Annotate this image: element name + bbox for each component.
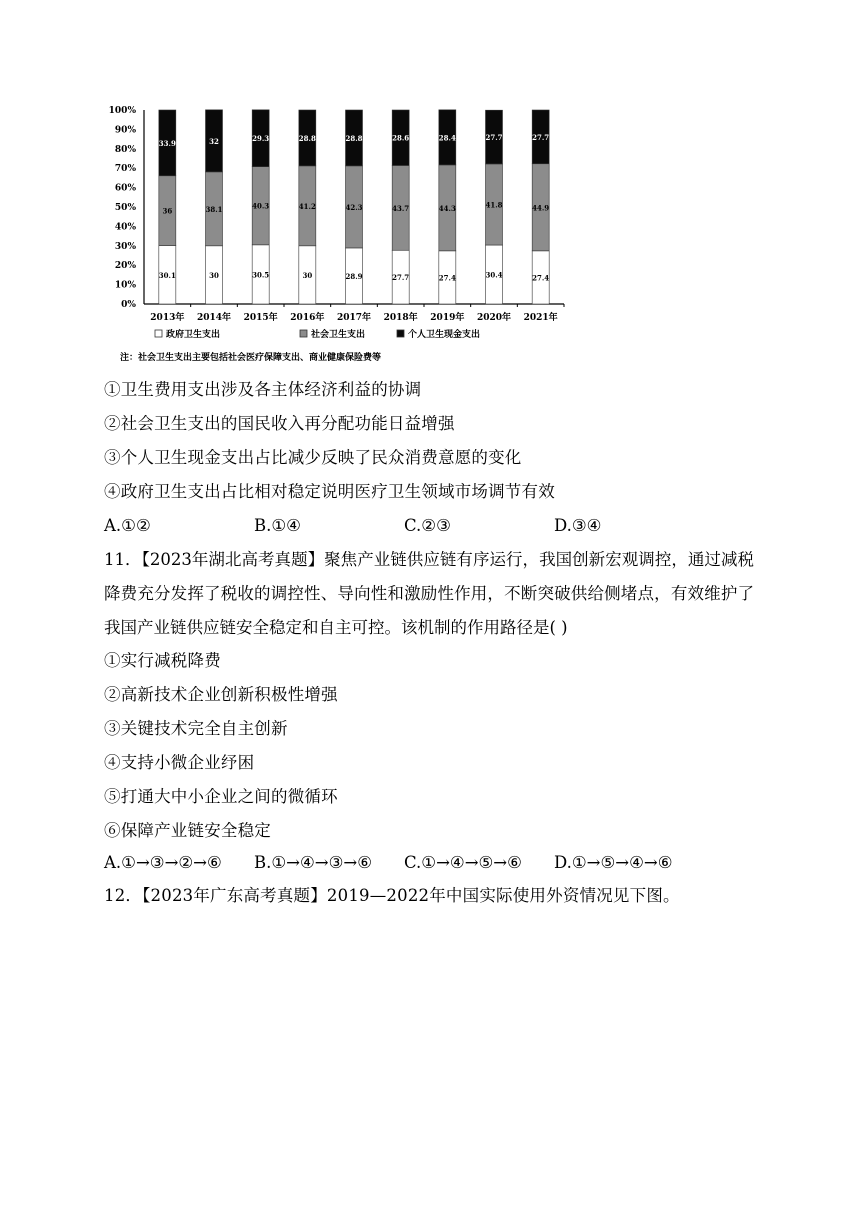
q11-option-b: B.①→④→③→⑥ xyxy=(254,853,373,872)
data-label: 28.8 xyxy=(298,133,316,143)
y-tick-label: 50% xyxy=(114,203,136,213)
q11-option-a: A.①→③→②→⑥ xyxy=(104,853,222,872)
legend-swatch xyxy=(397,330,404,337)
y-tick-label: 40% xyxy=(114,222,136,233)
data-label: 43.7 xyxy=(392,203,410,213)
data-label: 28.4 xyxy=(438,133,456,143)
q11-statement-3: ③关键技术完全自主创新 xyxy=(104,719,288,738)
data-label: 30.4 xyxy=(485,270,503,280)
y-tick-label: 0% xyxy=(121,300,136,310)
q11-statement-2: ②高新技术企业创新积极性增强 xyxy=(104,685,338,704)
q11-option-d: D.①→⑤→④→⑥ xyxy=(554,853,673,872)
data-label: 41.2 xyxy=(298,201,316,211)
legend-label: 社会卫生支出 xyxy=(311,330,366,340)
data-label: 30.1 xyxy=(158,270,176,280)
data-label: 33.9 xyxy=(158,138,176,148)
data-label: 27.4 xyxy=(532,273,550,283)
q11-statement-5: ⑤打通大中小企业之间的微循环 xyxy=(104,787,338,806)
q10-option-d: D.③④ xyxy=(554,516,602,535)
x-tick-label: 2020年 xyxy=(476,313,512,323)
y-tick-label: 30% xyxy=(114,241,136,252)
x-tick-label: 2017年 xyxy=(336,313,372,323)
data-label: 38.1 xyxy=(205,204,223,214)
q10-statement-3: ③个人卫生现金支出占比减少反映了民众消费意愿的变化 xyxy=(104,448,522,467)
x-tick-label: 2021年 xyxy=(523,313,558,323)
q11-option-c: C.①→④→⑤→⑥ xyxy=(404,853,522,872)
data-label: 42.3 xyxy=(345,202,363,212)
data-label: 27.7 xyxy=(392,273,410,283)
x-tick-label: 2015年 xyxy=(243,313,278,323)
x-tick-label: 2014年 xyxy=(196,313,232,323)
legend-label: 个人卫生现金支出 xyxy=(408,330,481,340)
x-tick-label: 2016年 xyxy=(290,313,325,323)
y-tick-label: 20% xyxy=(114,261,136,272)
data-label: 32 xyxy=(209,136,219,146)
data-label: 44.3 xyxy=(438,203,456,213)
q10-statement-4: ④政府卫生支出占比相对稳定说明医疗卫生领域市场调节有效 xyxy=(104,482,555,501)
data-label: 41.8 xyxy=(485,200,503,210)
x-tick-label: 2013年 xyxy=(150,313,185,323)
x-tick-label: 2019年 xyxy=(430,313,465,323)
q11-statement-1: ①实行减税降费 xyxy=(104,651,221,670)
data-label: 27.7 xyxy=(532,132,550,142)
q10-statement-1: ①卫生费用支出涉及各主体经济利益的协调 xyxy=(104,380,422,399)
y-tick-label: 100% xyxy=(108,106,136,116)
data-label: 29.3 xyxy=(252,134,270,144)
data-label: 28.8 xyxy=(345,133,363,143)
data-label: 30.5 xyxy=(252,270,270,280)
data-label: 44.9 xyxy=(532,203,550,213)
q11-statement-6: ⑥保障产业链安全稳定 xyxy=(104,821,271,840)
q11-stem: 11．【2023年湖北高考真题】聚焦产业链供应链有序运行，我国创新宏观调控，通过减税降费充分发挥了税收的调控性、导向性和激励性作用，不断突破供给侧堵点，有效维护了我国产业链供应链安全稳定和自主可控。该机制的作用路径是( ) xyxy=(104,550,754,637)
y-tick-label: 60% xyxy=(114,183,136,194)
legend-swatch xyxy=(300,330,307,337)
q10-option-c: C.②③ xyxy=(404,516,451,535)
x-tick-label: 2018年 xyxy=(383,313,418,323)
q12-stem: 12．【2023年广东高考真题】2019—2022年中国实际使用外资情况见下图。 xyxy=(104,886,680,905)
stacked-bar-chart xyxy=(100,98,570,373)
data-label: 27.7 xyxy=(485,133,503,143)
q10-option-a: A.①② xyxy=(104,516,151,535)
legend-label: 政府卫生支出 xyxy=(166,330,221,340)
chart-note: 注：社会卫生支出主要包括社会医疗保障支出、商业健康保险费等 xyxy=(120,353,382,363)
data-label: 28.6 xyxy=(392,133,410,143)
data-label: 28.9 xyxy=(345,271,363,281)
y-tick-label: 10% xyxy=(114,280,136,291)
q10-option-b: B.①④ xyxy=(254,516,301,535)
data-label: 30 xyxy=(209,270,219,280)
data-label: 27.4 xyxy=(438,273,456,283)
data-label: 30 xyxy=(302,270,313,280)
y-tick-label: 80% xyxy=(114,144,136,155)
y-tick-label: 90% xyxy=(114,125,136,136)
data-label: 40.3 xyxy=(252,201,270,211)
q11-statement-4: ④支持小微企业纾困 xyxy=(104,753,255,772)
data-label: 36 xyxy=(162,206,173,216)
chart-svg xyxy=(100,98,570,373)
y-tick-label: 70% xyxy=(114,164,136,175)
legend-swatch xyxy=(155,330,162,337)
q10-statement-2: ②社会卫生支出的国民收入再分配功能日益增强 xyxy=(104,414,455,433)
